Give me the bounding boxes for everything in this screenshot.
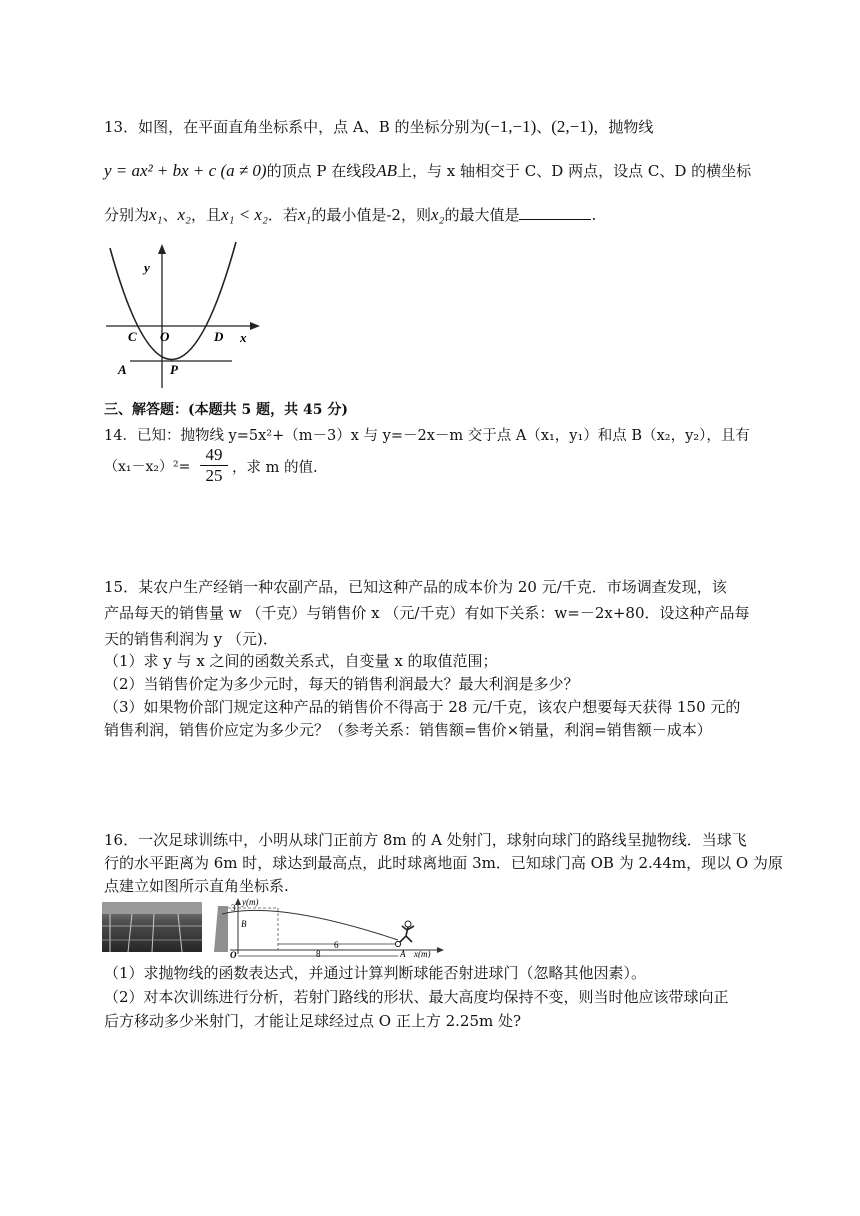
q15-line: （2）当销售价定为多少元时，每天的销售利润最大？最大利润是多少？ [104,675,579,693]
label-a: A [400,949,406,958]
ball-trajectory [222,910,398,940]
q13-parabola-figure [100,238,270,393]
q15-line: 产品每天的销售量 w （千克）与销售价 x （元/千克）有如下关系：w=－2x+80．设这种产品每 [104,604,750,622]
q16-part: （1）求抛物线的函数表达式，并通过计算判断球能否射进球门（忽略其他因素）。 [104,964,647,982]
parabola-equation: y = ax² + bx + c (a ≠ 0) [104,161,267,180]
q15-line: 天的销售利润为 y （元)． [104,630,278,648]
label-3: 3 [231,903,236,913]
q16-line: 16．一次足球训练中，小明从球门正前方 8m 的 A 处射门，球射向球门的路线呈抛物线．当球飞 [104,831,747,849]
q16-line: 点建立如图所示直角坐标系. [104,877,289,895]
label-a: A [118,362,127,377]
x-axis-arrow [250,322,260,330]
q16-part: （2）对本次训练进行分析，若射门路线的形状、最大高度均保持不变，则当时他应该带球向正 [104,988,729,1006]
q15-line: （1）求 y 与 x 之间的函数关系式，自变量 x 的取值范围； [104,652,498,670]
segment-ab: AB [376,161,398,180]
label-x: x [240,330,247,345]
q13-line-1: 13．如图，在平面直角坐标系中，点 A、B 的坐标分别为(−1,−1)、(2,−1)，抛物线 [104,117,654,136]
q16-part: 后方移动多少米射门，才能让足球经过点 O 正上方 2.25m 处? [104,1012,522,1030]
q13-line-3: 分别为x₁、x₂，且x₁ < x₂．若x₁的最小值是-2，则x₂的最大值是 . [104,205,597,224]
label-d: D [214,329,224,344]
y-axis-arrow [158,244,166,254]
answer-blank[interactable] [519,206,591,220]
point-b-coord: (2,−1) [551,117,594,136]
q15-line: 15．某农户生产经销一种农副产品，已知这种产品的成本价为 20 元/千克．市场调查发现，该 [104,578,727,596]
q15-line: 销售利润，销售价应定为多少元？（参考关系：销售额=售价×销量，利润=销售额－成本） [104,721,712,739]
label-p: P [170,362,178,377]
label-o: O [160,329,170,344]
q15-line: （3）如果物价部门规定这种产品的销售价不得高于 28 元/千克，该农户想要每天获得 150 元的 [104,698,741,716]
q13-line-2: y = ax² + bx + c (a ≠ 0)的顶点 P 在线段AB上，与 x 轴相交于 C、D 两点，设点 C、D 的横坐标 [104,161,752,180]
q14-line-2-pre: （x₁－x₂）²= [104,459,191,475]
label-y: y [144,260,150,275]
label-c: C [128,329,137,344]
q16-line: 行的水平距离为 6m 时，球达到最高点，此时球离地面 3m．已知球门高 OB 为 2.44m，现以 O 为原 [104,854,783,872]
fraction-numerator: 49 [205,445,223,464]
q14-line-2-post: ，求 m 的值. [232,460,318,476]
label-ylabel: y(m) [242,897,259,907]
label-6: 6 [334,940,339,950]
point-a-coord: (−1,−1) [484,117,537,136]
label-8: 8 [316,949,321,958]
label-xlabel: x(m) [414,949,431,958]
x-axis-arrow [437,947,444,953]
y-axis-arrow [235,898,241,905]
label-o: O [230,950,237,958]
label-b: B [241,919,247,929]
player-icon [395,921,414,947]
q14-fraction [200,445,228,486]
section-heading: 三、解答题：(本题共 5 题，共 45 分) [104,402,348,418]
football-field-photo [102,902,202,952]
q14-line-1: 14．已知：抛物线 y=5x²+（m－3）x 与 y=－2x－m 交于点 A（x₁，y₁）和点 B（x₂，y₂），且有 [104,428,750,444]
q16-football-figure [102,896,447,958]
fraction-denominator: 25 [200,465,228,486]
